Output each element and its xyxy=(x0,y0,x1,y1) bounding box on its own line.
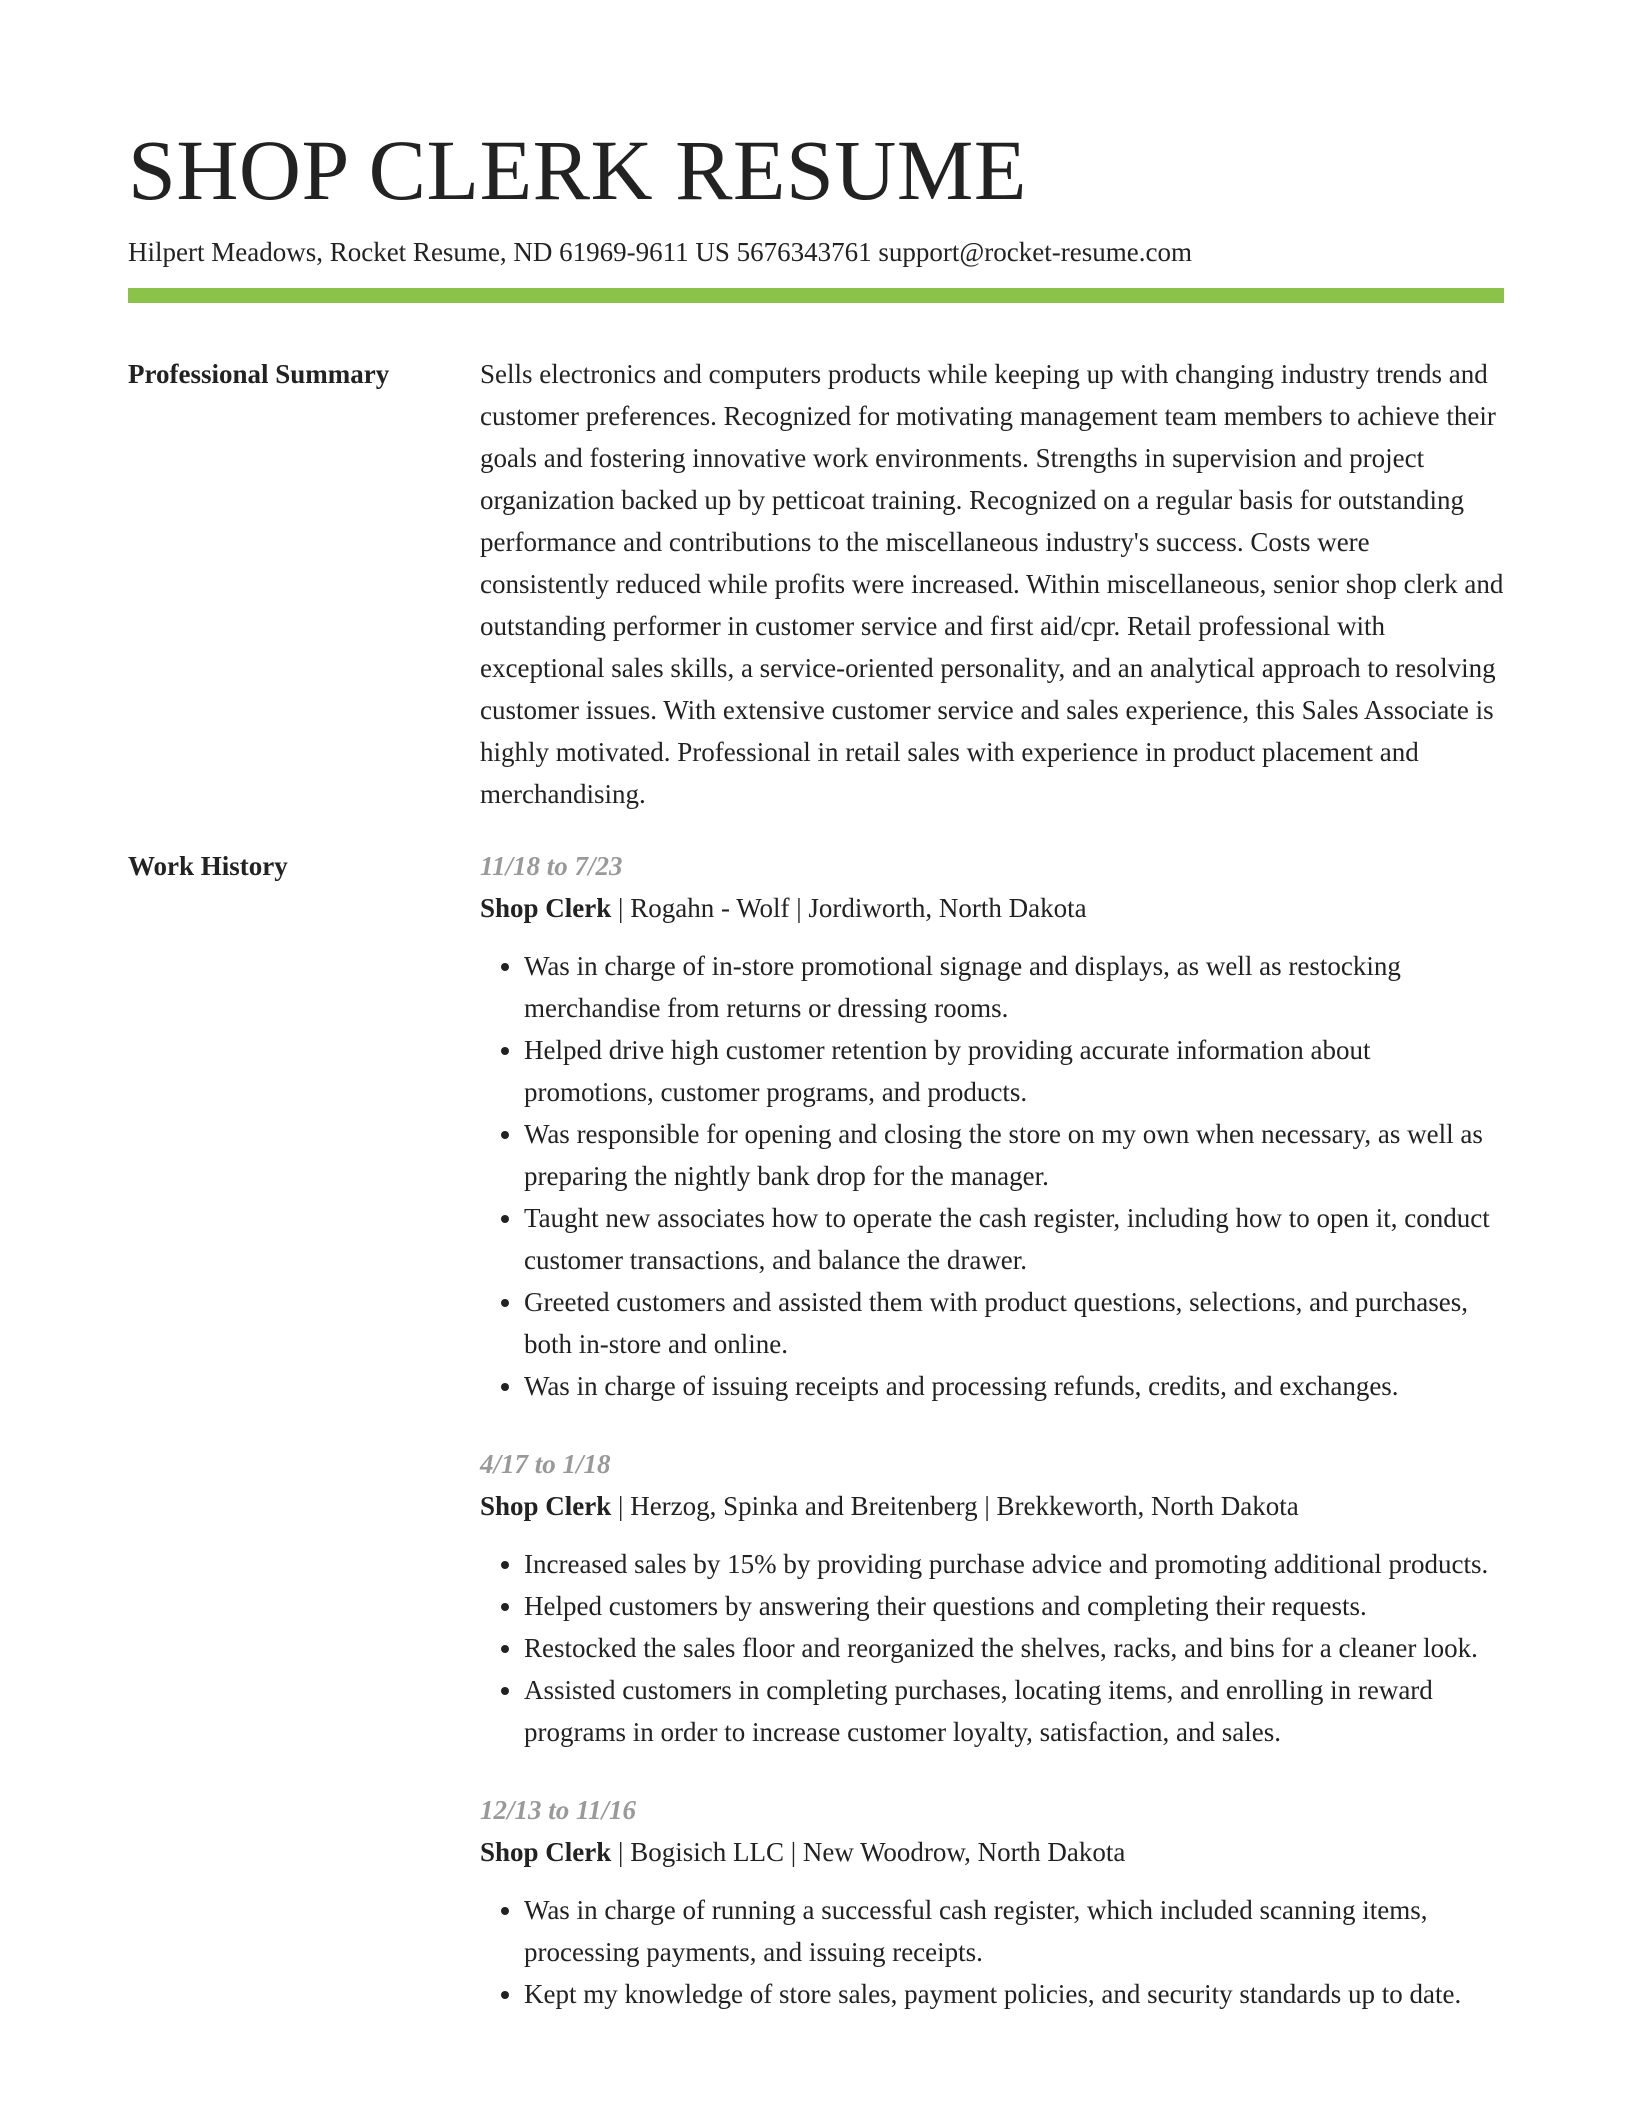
job-details: | Bogisich LLC | New Woodrow, North Dakota xyxy=(611,1837,1126,1867)
contact-line: Hilpert Meadows, Rocket Resume, ND 61969-9611 US 5676343761 support@rocket-resume.com xyxy=(128,237,1192,267)
duty-item: • Was in charge of in-store promotional signage and displays, as well as restocking merchandise from returns or dressing rooms. xyxy=(524,945,1504,1029)
duty-item: • Helped customers by answering their questions and completing their requests. xyxy=(524,1585,1504,1627)
job-heading xyxy=(480,1485,1504,1527)
duty-list xyxy=(480,1889,1504,2015)
duty-item: • Taught new associates how to operate the cash register, including how to open it, conduct customer transactions, and balance the drawer. xyxy=(524,1197,1504,1281)
duty-item: • Assisted customers in completing purchases, locating items, and enrolling in reward programs in order to increase customer loyalty, satisfaction, and sales. xyxy=(524,1669,1504,1753)
work-history-section xyxy=(128,845,1504,2051)
job-heading xyxy=(480,1831,1504,1873)
work-history-label: Work History xyxy=(128,851,288,881)
duty-item: • Helped drive high customer retention by providing accurate information about promotions, customer programs, and products. xyxy=(524,1029,1504,1113)
duty-item: • Was in charge of issuing receipts and processing refunds, credits, and exchanges. xyxy=(524,1365,1504,1407)
summary-label: Professional Summary xyxy=(128,359,390,389)
job-dates: 4/17 to 1/18 xyxy=(480,1449,611,1479)
duty-item: • Increased sales by 15% by providing purchase advice and promoting additional products. xyxy=(524,1543,1504,1585)
summary-text: Sells electronics and computers products while keeping up with changing industry trends and customer preferences. Recognized for motivating management team members to achieve their goals and fostering innovative work environments. Strengths in supervision and project organization backed up by petticoat training. Recognized on a regular basis for outstanding performance and contributions to the miscellaneous industry's success. Costs were consistently reduced while profits were increased. Within miscellaneous, senior shop clerk and outstanding performer in customer service and first aid/cpr. Retail professional with exceptional sales skills, a service-oriented personality, and an analytical approach to resolving customer issues. With extensive customer service and sales experience, this Sales Associate is highly motivated. Professional in retail sales with experience in product placement and merchandising. xyxy=(480,359,1504,809)
job-dates: 11/18 to 7/23 xyxy=(480,851,623,881)
job-dates: 12/13 to 11/16 xyxy=(480,1795,637,1825)
duty-item: • Was in charge of running a successful cash register, which included scanning items, processing payments, and issuing receipts. xyxy=(524,1889,1504,1973)
job-entry xyxy=(480,1789,1504,2015)
job-heading xyxy=(480,887,1504,929)
job-title: Shop Clerk xyxy=(480,1837,612,1867)
duty-item: • Restocked the sales floor and reorganized the shelves, racks, and bins for a cleaner look. xyxy=(524,1627,1504,1669)
resume-title: SHOP CLERK RESUME xyxy=(128,122,1027,218)
duty-item: • Greeted customers and assisted them with product questions, selections, and purchases, both in-store and online. xyxy=(524,1281,1504,1365)
duty-list xyxy=(480,945,1504,1407)
duty-list xyxy=(480,1543,1504,1753)
job-entry xyxy=(480,1443,1504,1753)
duty-item: • Kept my knowledge of store sales, payment policies, and security standards up to date. xyxy=(524,1973,1504,2015)
job-details: | Herzog, Spinka and Breitenberg | Brekkeworth, North Dakota xyxy=(611,1491,1299,1521)
job-title: Shop Clerk xyxy=(480,1491,612,1521)
job-details: | Rogahn - Wolf | Jordiworth, North Dakota xyxy=(611,893,1087,923)
duty-item: • Was responsible for opening and closing the store on my own when necessary, as well as preparing the nightly bank drop for the manager. xyxy=(524,1113,1504,1197)
resume-page xyxy=(128,116,1504,2051)
header-divider xyxy=(128,288,1504,303)
job-title: Shop Clerk xyxy=(480,893,612,923)
summary-section xyxy=(128,353,1504,815)
job-entry xyxy=(480,845,1504,1407)
